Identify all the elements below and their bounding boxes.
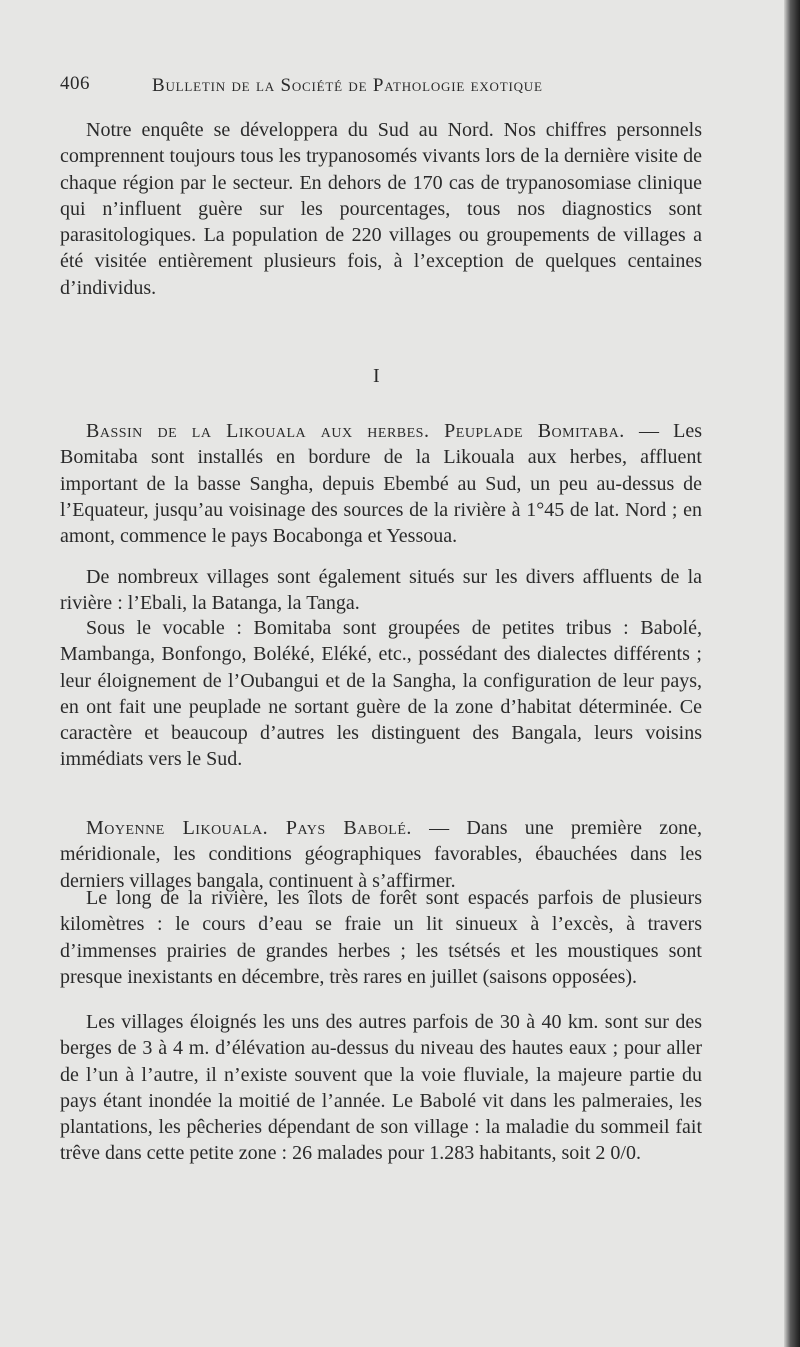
page-number: 406 <box>60 73 90 94</box>
intro-paragraph: Notre enquête se développera du Sud au Nord. Nos chiffres personnels comprennent toujours tous les trypanosomés vivants lors de la dernière visite de chaque région par le secteur. En dehors de 170 cas de trypanosomiase clinique qui n’influent guère sur les pourcentages, tous nos diagnostics sont parasitologiques. La population de 220 villages ou groupements de villages a été visitée entièrement plusieurs fois, à l’exception de quelques centaines d’individus. <box>60 119 702 299</box>
moyenne-paragraph-2: Le long de la rivière, les îlots de forêt sont espacés parfois de plusieurs kilomètres : le cours d’eau se fraie un lit sinueux à l’excès, à travers d’immenses prairies de grandes herbes ; les tsétsés et les moustiques sont presque inexistants en décembre, très rares en juillet (saisons opposées). <box>60 887 702 988</box>
moyenne-paragraph <box>60 815 702 894</box>
section-numeral: I <box>373 365 380 387</box>
bassin-paragraph <box>60 418 702 549</box>
moyenne-heading: Moyenne Likouala. Pays Babolé. <box>86 817 412 839</box>
page-header <box>60 73 700 103</box>
moyenne-paragraph-3: Les villages éloignés les uns des autres parfois de 30 à 40 km. sont sur des berges de 3 à 4 m. d’élévation au-dessus du niveau des hautes eaux ; pour aller de l’un à l’autre, il n’existe souvent que la voie fluviale, la majeure partie du pays étant inondée la moitié de l’année. Le Babolé vit dans les palmeraies, les plantations, les pêcheries dépendant de son village : la maladie du sommeil fait trêve dans cette petite zone : 26 malades pour 1.283 habitants, soit 2 0/0. <box>60 1011 702 1165</box>
book-binding-edge <box>784 0 800 1347</box>
moyenne-body: — Dans une première zone, méridionale, les conditions géographiques favorables, ébauchées dans les derniers villages bangala, continuent à s’affirmer. <box>60 817 702 892</box>
bassin-paragraph-2: De nombreux villages sont également situés sur les divers affluents de la rivière : l’Ebali, la Batanga, la Tanga. <box>60 566 702 615</box>
bassin-body: — Les Bomitaba sont installés en bordure de la Likouala aux herbes, affluent important de la basse Sangha, depuis Ebembé au Sud, un peu au-dessus de l’Equateur, jusqu’au voisinage des sources de la rivière à 1°45 de lat. Nord ; en amont, commence le pays Bocabonga et Yessoua. <box>60 420 702 548</box>
bassin-heading: Bassin de la Likouala aux herbes. Peuplade Bomitaba. <box>86 420 625 442</box>
bassin-paragraph-3: Sous le vocable : Bomitaba sont groupées de petites tribus : Babolé, Mambanga, Bonfongo, Boléké, Eléké, etc., possédant des dialectes différents ; leur éloignement de l’Oubangui et de la Sangha, la configuration de leur pays, en ont fait une peuplade ne sortant guère de la zone d’habitat déterminée. Ce caractère et beaucoup d’autres les distinguent des Bangala, leurs voisins immédiats vers le Sud. <box>60 617 702 771</box>
running-head: Bulletin de la Société de Pathologie exotique <box>152 75 543 96</box>
